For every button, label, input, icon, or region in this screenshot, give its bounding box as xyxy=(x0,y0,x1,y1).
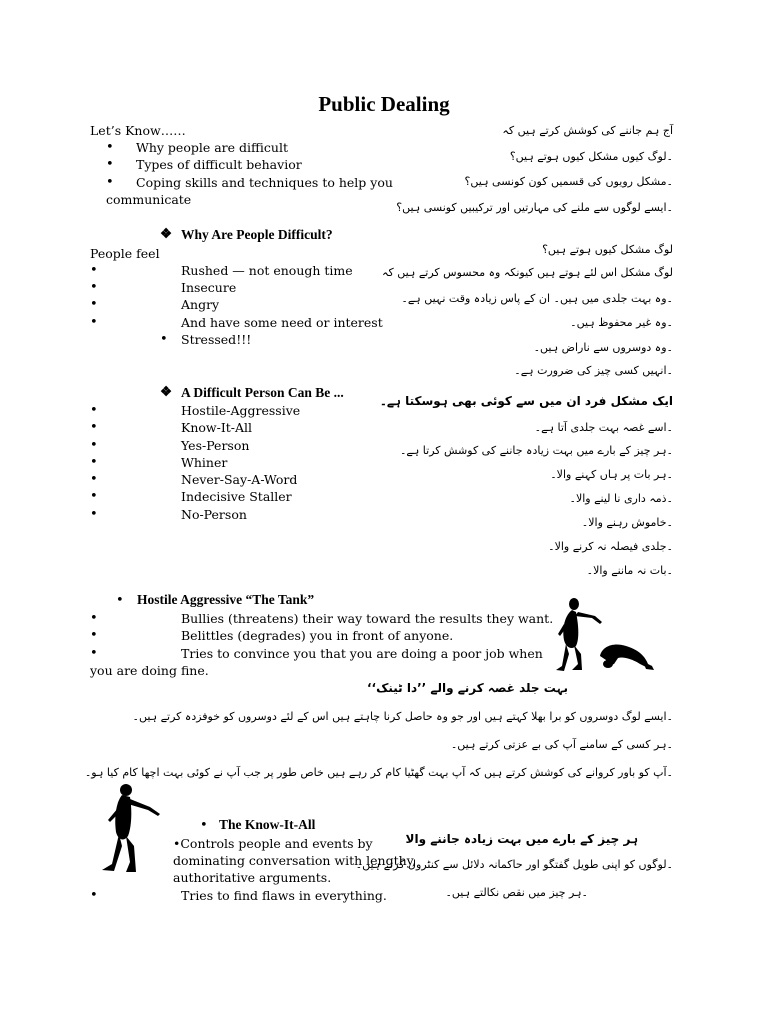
urdu-line: ۔خاموش رہنے والا۔ xyxy=(581,516,673,529)
list-item: Indecisive Staller xyxy=(181,489,292,504)
urdu-line: ۔آپ کو باور کروانے کی کوشش کرتے ہیں کہ آپ بہت گھٹیا کام کر رہے ہیں خاص طور پر جب آپ نے کوئی بہت اچھا کام کیا ہو۔ xyxy=(84,766,673,779)
urdu-line: ۔لوگوں کو اپنی طویل گفتگو اور حاکمانہ دلائل سے کنٹرول کرتے ہیں۔ xyxy=(355,858,673,871)
bullet-icon: • xyxy=(90,280,98,295)
intro-lead: Let’s Know…… xyxy=(90,123,186,138)
know-it-all-illustration-icon xyxy=(92,782,164,880)
urdu-heading: لوگ مشکل کیوں ہوتے ہیں؟ xyxy=(542,243,673,256)
bullet-icon: • xyxy=(90,888,98,903)
bullet-icon: • xyxy=(90,420,98,435)
urdu-line: ۔بات نہ ماننے والا۔ xyxy=(586,564,673,577)
section-heading: Why Are People Difficult? xyxy=(181,227,333,242)
bullet-icon: • xyxy=(90,315,98,330)
section-lead: People feel xyxy=(90,246,160,261)
diamond-bullet-icon: ❖ xyxy=(160,384,173,399)
list-item: •Controls people and events by xyxy=(173,836,373,851)
list-item: Bullies (threatens) their way toward the results they want. xyxy=(181,611,554,626)
urdu-line: ۔ہر چیز میں نقص نکالتے ہیں۔ xyxy=(445,886,588,899)
urdu-line: ۔لوگ کیوں مشکل کیوں ہوتے ہیں؟ xyxy=(509,150,673,163)
list-item: Types of difficult behavior xyxy=(136,157,302,172)
list-item: Rushed — not enough time xyxy=(181,263,353,278)
list-item: Hostile-Aggressive xyxy=(181,403,301,418)
list-item: Angry xyxy=(181,297,220,312)
urdu-line: آج ہم جاننے کی کوشش کرتے ہیں کہ xyxy=(502,124,673,137)
bullet-icon: • xyxy=(106,140,114,155)
list-item: And have some need or interest xyxy=(181,315,383,330)
list-item: Whiner xyxy=(181,455,228,470)
list-item-continuation: you are doing fine. xyxy=(90,663,209,678)
urdu-line: ۔وہ دوسروں سے ناراض ہیں۔ xyxy=(533,341,673,354)
bullet-icon: • xyxy=(90,472,98,487)
bullet-icon: • xyxy=(90,297,98,312)
list-item: Tries to convince you that you are doing a poor job when xyxy=(181,646,543,661)
urdu-line: ۔ذمہ داری نا لینے والا۔ xyxy=(569,492,673,505)
urdu-line: ۔وہ غیر محفوظ ہیں۔ xyxy=(570,316,673,329)
urdu-line: ۔اسے غصہ بہت جلدی آتا ہے۔ xyxy=(534,421,673,434)
list-item: Belittles (degrades) you in front of anyone. xyxy=(181,628,454,643)
urdu-line: لوگ مشکل اس لئے ہوتے ہیں کیونکہ وہ محسوس کرتے ہیں کہ xyxy=(382,266,673,279)
bullet-icon: • xyxy=(90,646,98,661)
list-item: Insecure xyxy=(181,280,237,295)
bullet-icon: • xyxy=(90,455,98,470)
list-item-continuation: authoritative arguments. xyxy=(173,870,332,885)
urdu-heading: بہت جلد غصہ کرنے والے ’’دا ٹینک‘‘ xyxy=(366,681,568,695)
list-item: Never-Say-A-Word xyxy=(181,472,298,487)
section-heading: A Difficult Person Can Be ... xyxy=(181,385,344,400)
bullet-icon: • xyxy=(90,489,98,504)
bullet-icon: • xyxy=(200,818,208,833)
tank-illustration-icon xyxy=(548,594,660,690)
list-item: Know-It-All xyxy=(181,420,253,435)
section-heading: The Know-It-All xyxy=(219,817,316,832)
bullet-icon: • xyxy=(90,263,98,278)
urdu-heading: ایک مشکل فرد ان میں سے کوئی بھی ہوسکتا ہے۔ xyxy=(379,394,673,408)
bullet-icon: • xyxy=(106,175,114,190)
list-item: Coping skills and techniques to help you xyxy=(136,175,393,190)
urdu-line: ۔ایسے لوگ دوسروں کو برا بھلا کہتے ہیں اور جو وہ حاصل کرنا چاہتے ہیں اس کے لئے دوسروں کو خوفزدہ کرتے ہیں۔ xyxy=(132,710,673,723)
urdu-heading: ہر چیز کے بارے میں بہت زیادہ جاننے والا xyxy=(405,832,638,846)
bullet-icon: • xyxy=(90,507,98,522)
bullet-icon: • xyxy=(90,628,98,643)
list-item: No-Person xyxy=(181,507,247,522)
urdu-line: ۔ہر کسی کے سامنے آپ کی بے عزتی کرتے ہیں۔ xyxy=(450,738,673,751)
list-item: Tries to find flaws in everything. xyxy=(181,888,387,903)
bullet-icon: • xyxy=(106,157,114,172)
bullet-icon: • xyxy=(90,438,98,453)
list-item-continuation: communicate xyxy=(106,192,192,207)
urdu-line: ۔وہ بہت جلدی میں ہیں۔ ان کے پاس زیادہ وقت نہیں ہے۔ xyxy=(401,292,673,305)
diamond-bullet-icon: ❖ xyxy=(160,226,173,241)
urdu-line: ۔ایسے لوگوں سے ملنے کی مہارتیں اور ترکیبیں کونسی ہیں؟ xyxy=(396,201,673,214)
list-item: Stressed!!! xyxy=(181,332,252,347)
urdu-line: ۔ہر چیز کے بارے میں بہت زیادہ جاننے کی کوشش کرتا ہے۔ xyxy=(399,444,673,457)
bullet-icon: • xyxy=(90,611,98,626)
urdu-line: ۔انہیں کسی چیز کی ضرورت ہے۔ xyxy=(514,364,673,377)
list-item-continuation: dominating conversation with lengthy, xyxy=(173,853,417,868)
list-item: Yes-Person xyxy=(181,438,250,453)
list-item: Why people are difficult xyxy=(136,140,288,155)
urdu-line: ۔جلدی فیصلہ نہ کرنے والا۔ xyxy=(548,540,673,553)
page-title: Public Dealing xyxy=(318,92,450,116)
urdu-line: ۔مشکل رویوں کی قسمیں کون کونسی ہیں؟ xyxy=(464,175,673,188)
section-heading: Hostile Aggressive “The Tank” xyxy=(137,592,315,607)
bullet-icon: • xyxy=(116,593,124,608)
bullet-icon: • xyxy=(90,403,98,418)
urdu-line: ۔ہر بات پر ہاں کہنے والا۔ xyxy=(550,468,673,481)
bullet-icon: • xyxy=(160,332,168,347)
